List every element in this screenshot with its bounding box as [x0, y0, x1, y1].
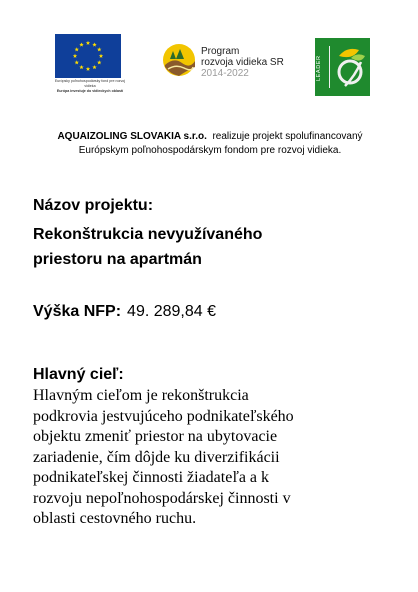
program-line1: Program [201, 46, 240, 57]
goal-line: zariadenie, čím dôjde ku diverzifikácii [33, 448, 280, 466]
program-rozvoja-vidieka-icon [162, 43, 196, 77]
goal-line: podkrovia jestvujúceho podnikateľského [33, 407, 294, 425]
project-title [33, 222, 373, 272]
nfp-label: Výška NFP: [33, 303, 122, 320]
project-title-line1: Rekonštrukcia nevyužívaného [33, 226, 263, 243]
main-goal-text [33, 386, 388, 530]
goal-line: oblasti cestovného ruchu. [33, 510, 197, 527]
intro-text [20, 130, 400, 158]
main-goal-label: Hlavný cieľ: [33, 366, 124, 383]
nfp-value: 49. 289,84 € [127, 303, 217, 320]
program-years: 2014-2022 [201, 68, 249, 79]
project-title-line2: priestoru na apartmán [33, 251, 202, 268]
eu-caption [50, 79, 130, 94]
intro-line2: Európskym poľnohospodárskym fondom pre rozvoj vidieka. [78, 145, 342, 156]
nfp-amount [33, 302, 216, 322]
intro-line1: realizuje projekt spolufinancovaný [206, 131, 363, 142]
company-name: AQUAIZOLING SLOVAKIA s.r.o. [57, 131, 207, 142]
eu-caption-line2: Európa investuje do vidieckych oblastí [56, 89, 124, 93]
program-rozvoja-vidieka-logo [160, 40, 300, 80]
goal-line: Hlavným cieľom je rekonštrukcia [33, 387, 249, 404]
project-name-label: Názov projektu: [33, 197, 154, 214]
goal-line: rozvoju nepoľnohospodárskej činnosti v [33, 489, 291, 507]
goal-line: objektu zmeniť priestor na ubytovacie [33, 428, 278, 445]
eu-flag-icon [55, 34, 121, 78]
eu-caption-line1: Európsky poľnohospodársky fond pre rozvoj vidieka [54, 79, 126, 88]
logo-bar [0, 0, 418, 100]
program-line2: rozvoja vidieka SR [201, 57, 284, 68]
leader-text: LEADER [316, 55, 322, 81]
goal-line: podnikateľskej činnosti žiadateľa a k [33, 469, 270, 486]
leader-logo [315, 38, 370, 96]
program-text [201, 46, 284, 79]
